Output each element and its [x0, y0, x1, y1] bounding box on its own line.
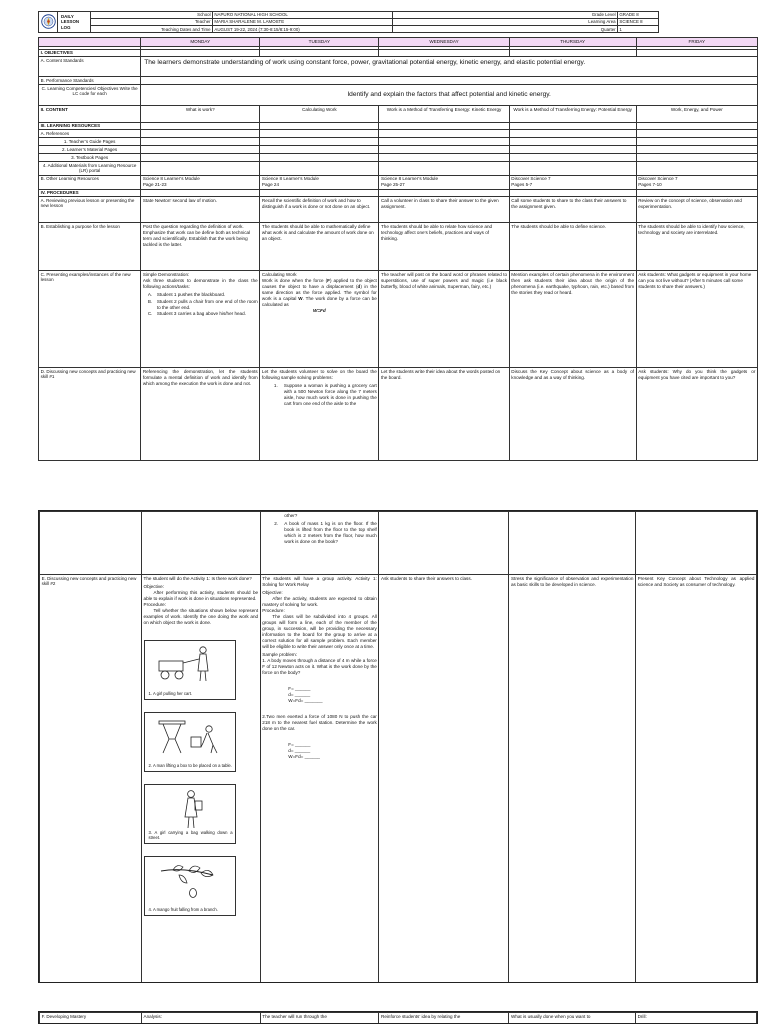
picture-caption: 3. A girl carrying a bag walking down a street. [148, 830, 233, 841]
proc-b-monday: Post the question regarding the definition of work. Emphasize that work can be define both as technical term and scientifically. Establish that the work being tackled is the latter. [141, 223, 260, 271]
proc-c-label: C. Presenting examples/instances of the new lesson [39, 271, 141, 368]
sample-problem-2: 2.Two men exerted a force of 1080 N to push the car 218 m to the nearest fuel station. Determine the work done on the car. [262, 714, 377, 732]
area-label: Learning Area [393, 19, 618, 26]
day-header-blank [39, 38, 141, 47]
dll-page-3 [38, 1011, 758, 1024]
picture-girl-cart [144, 640, 236, 700]
proc-a-friday: Review on the concept of science, observation and experimentation. [636, 197, 757, 223]
resource-thursday [509, 175, 636, 190]
teacher-value: MARIA SHARALENE M. LAMOSTE [213, 19, 393, 26]
proc-f-thursday: What is usually done when you want to [509, 1013, 636, 1024]
demo-title: Simple Demonstration: [142, 272, 190, 278]
resource-wednesday [379, 175, 509, 190]
quarter-label: Quarter [393, 26, 618, 33]
header-spacer [659, 19, 759, 26]
demo-item-letter: A. [147, 292, 153, 298]
proc-d-tuesday-cont [260, 512, 379, 575]
proc-c-wednesday: The teacher will post on the board word or phrases related to superstitions, use of super powers and magic (i.e black butterfly, blood of white animals, Superman, fairy, etc.) [379, 271, 509, 368]
dates-label: Teaching Dates and Time [91, 26, 213, 33]
demo-item [147, 298, 258, 311]
proc-f-monday: Analysis: [141, 1013, 260, 1024]
deped-seal-logo [39, 12, 58, 33]
resource-title: Science 8 Learner’s Module [142, 176, 200, 182]
proc-c-thursday: Mention examples of certain phenomena in the environment then ask students their idea about the origin of the phenomena (i.e. earthquake, typhoon, rain, etc.) based from the stories they read or heard. [509, 271, 636, 368]
content-monday: What is work? [141, 105, 260, 122]
proc-d-wednesday: Let the students write their idea about the words posted on the board. [379, 368, 509, 461]
area-value: SCIENCE 8 [618, 19, 659, 26]
dates-value: AUGUST 19-22, 2024 (7:30-8:15/8:15-9:00) [213, 26, 393, 33]
proc-b-friday: The students should be able to identify how science, technology and society are interrelated. [636, 223, 757, 271]
resource-pages: Page 24 [261, 182, 280, 188]
dll-page-1 [38, 11, 758, 488]
problem-list [262, 383, 377, 407]
blank-force: F= ______ [288, 742, 311, 748]
work-symbol: W [298, 295, 303, 301]
seal-icon [41, 14, 56, 29]
problem-number: 1. [273, 383, 278, 389]
content-tuesday: Calculating Work [260, 105, 379, 122]
performance-standards-label: B. Performance Standards [39, 76, 141, 84]
demo-list [143, 292, 258, 317]
grade-value: GRADE 8 [618, 12, 659, 19]
teacher-label: Teacher [91, 19, 213, 26]
proc-d-monday: Referencing the demonstration, let the students formulate a mental definition of work and identify from which among the execution the work is done and not. [141, 368, 260, 461]
proc-b-thursday: The students should be able to define science. [509, 223, 636, 271]
dll-title [58, 12, 91, 33]
proc-a-label: A. Reviewing previous lesson or presenting the new lesson [39, 197, 141, 223]
calc-text: . The work done by a force can be calculated as [261, 295, 377, 307]
resource-pages: Page 21-23 [142, 182, 167, 188]
resource-title: Science 8 Learner’s Module [380, 176, 439, 182]
content-thursday: Work is a Method of Transferring Energy: Potential Energy [509, 105, 636, 122]
proc-b-wednesday: The students should be able to relate how science and technology affect one’s beliefs, practices and ways of thinking. [379, 223, 509, 271]
sample-problem-label: Sample problem: [262, 652, 298, 658]
textbook-pages-label: 3. Textbook Pages [39, 154, 141, 162]
grade-label: Grade Level [393, 12, 618, 19]
resource-title: Discover Science 7 [511, 176, 551, 182]
proc-d-friday: Ask students: Why do you think the gadgets or equipment you have cited are important to you? [636, 368, 757, 461]
objective-text: After performing this activity, students should be able to explain if work is done in situations represented. [143, 590, 259, 602]
resource-monday [141, 175, 260, 190]
tg-pages-label: 1. Teacher’s Guide Pages [39, 138, 141, 146]
proc-b-label: B. Establishing a purpose for the lesson [39, 223, 141, 271]
cont-label-blank [40, 512, 142, 575]
other-resources-label: B. Other Learning Resources [39, 175, 141, 190]
proc-d-tuesday [260, 368, 379, 461]
proc-c-friday: Ask students: What gadgets or equipment in your home can you not live without? (After 5 minutes call some students to share their answers.) [636, 271, 757, 368]
objective-label: Objective: [143, 584, 164, 590]
proc-a-tuesday: Recall the scientific definition of work and how to distinguish if a work is done or not done on an object. [260, 197, 379, 223]
demo-item-letter: C. [147, 311, 153, 317]
demo-item [147, 292, 258, 298]
dll-page-3-table [39, 1012, 757, 1024]
picture-girl-bag [144, 784, 236, 844]
procedure-text: Tell whether the situations shown below represent examples of work. Identify the one doing the work and on which object the work is done. [143, 608, 259, 626]
problem-list-cont [262, 521, 377, 545]
blank-work: W=Fd= _______ [288, 698, 323, 704]
school-value: NAPURO NATIONAL HIGH SCHOOL [213, 12, 393, 19]
header-table [38, 11, 758, 33]
resource-pages: Page 25-27 [380, 182, 405, 188]
proc-a-wednesday: Call a volunteer in class to share their answer to the given assignment. [379, 197, 509, 223]
day-header-friday: FRIDAY [636, 38, 757, 47]
problem-intro: Let the students volunteer to solve on the board the following sample solving problems: [261, 369, 377, 381]
content-standards-text: The learners demonstrate understanding of work using constant force, power, gravitational potential energy, kinetic energy, and elastic potential energy. [141, 56, 758, 76]
proc-e-wednesday: Ask students to share their answers to class. [379, 575, 509, 984]
proc-f-wednesday: Reinforce students’ idea by relating the [379, 1013, 509, 1024]
calc-text: ) applied to the object causes the object to have a displacement ( [261, 278, 377, 289]
cont-wednesday-blank [379, 512, 509, 575]
procedure-label: Procedure: [143, 602, 167, 608]
proc-a-thursday: Call some students to share to the class their answers to the assignment given. [509, 197, 636, 223]
day-header-row [39, 38, 758, 47]
demo-item-text: Student 2 pulls a chair from one end of the room to the other end. [156, 298, 258, 310]
problem-item [274, 521, 377, 545]
problem-item [273, 383, 377, 407]
day-header-monday: MONDAY [141, 38, 260, 47]
section-objectives: I. OBJECTIVES [39, 49, 141, 56]
proc-d-label: D. Discussing new concepts and practicing new skill #1 [39, 368, 141, 461]
demo-item-text: Student 3 carries a bag above his/her head. [156, 311, 246, 317]
problem-number: 2. [274, 521, 279, 527]
objective-text: After the activity, students are expected to obtain mastery of solving for work. [262, 596, 377, 608]
proc-e-friday: Present Key Concept about Technology as applied science and Society as consumer of technology. [635, 575, 756, 984]
picture-man-box [144, 712, 236, 772]
proc-b-tuesday: The students should be able to mathematically define what work is and calculate the amount of work done on an object. [260, 223, 379, 271]
cont-monday-blank [141, 512, 260, 575]
section-procedures: IV. PROCEDURES [39, 190, 141, 197]
resource-tuesday [260, 175, 379, 190]
answer-blanks-2 [262, 742, 377, 760]
answer-blanks-1 [262, 686, 377, 704]
dll-continuation-table [39, 511, 757, 983]
calc-text: ) in the same direction as the force applied. The symbol for work is a capital [261, 283, 377, 301]
content-label: II. CONTENT [39, 105, 141, 122]
proc-a-monday: State Newton’ second law of motion. [141, 197, 260, 223]
proc-c-tuesday [260, 271, 379, 368]
procedure-text: The class will be subdivided into 4 groups. All groups will form a line, each of the member of the group, in succession, will be providing the necessary information to the board for the group to arrive at a correct solution for all sample problem. Each member will be eligible to write their answer only once at a time. [262, 614, 377, 649]
day-header-wednesday: WEDNESDAY [379, 38, 509, 47]
proc-e-tuesday [260, 575, 379, 984]
dll-title-line: LOG [61, 24, 71, 30]
problem-text-end: other? [284, 512, 298, 518]
header-spacer [659, 26, 759, 33]
objective-label: Objective: [262, 590, 283, 596]
dll-page-2 [38, 510, 758, 983]
demo-item [147, 311, 258, 317]
dll-main-table [38, 37, 758, 461]
resource-title: Discover Science 7 [638, 176, 678, 182]
mango-falling-icon [153, 861, 229, 903]
proc-f-tuesday: The teacher will run through the [260, 1013, 379, 1024]
problem-text: Suppose a woman is pushing a grocery cart with a 500 Newton force along the 7 meters aisle, how much work is done in pushing the cart from one end of the aisle to the [283, 383, 377, 407]
resource-pages: Pages 5-7 [511, 182, 533, 188]
procedure-label: Procedure: [262, 608, 285, 614]
resource-pages: Pages 7-10 [638, 182, 662, 188]
proc-f-label: F. Developing Mastery [40, 1013, 142, 1024]
lm-pages-label: 2. Learner’s Material Pages [39, 146, 141, 154]
calc-text: Work is done when the force ( [261, 278, 328, 284]
content-wednesday: Work is a Method of Transferring Energy: Kinetic Energy [379, 105, 509, 122]
work-formula: W=Fd [313, 307, 326, 313]
references-label: A. References [39, 130, 141, 138]
blank-distance: d= ______ [288, 748, 311, 754]
dll-title-line: LESSON [61, 19, 80, 25]
day-header-thursday: THURSDAY [509, 38, 636, 47]
day-header-tuesday: TUESDAY [260, 38, 379, 47]
performance-standards-text [141, 76, 758, 84]
demo-item-text: Student 1 pushes the blackboard. [156, 292, 226, 298]
picture-caption: 2. A man lifting a box to be placed on a table. [148, 763, 232, 769]
resource-friday [636, 175, 757, 190]
picture-caption: 1. A girl pulling her cart. [148, 691, 193, 697]
man-lifting-box-icon [153, 717, 229, 759]
force-symbol: F [327, 278, 330, 284]
blank-work: W=Fd= ______ [288, 754, 320, 760]
proc-d-thursday: Discuss the Key Concept about science as a body of knowledge and as a way of thinking. [509, 368, 636, 461]
competencies-label: C. Learning Competencies/ Objectives Write the LC code for each [39, 84, 141, 105]
quarter-value: 1 [618, 26, 659, 33]
girl-carrying-bag-icon [153, 789, 229, 831]
proc-c-monday [141, 271, 260, 368]
proc-e-thursday: Stress the significance of observation and experimentation as basic skills to be developed in science. [509, 575, 636, 984]
activity-intro: The student will do the Activity 1: Is there work done? [143, 575, 252, 581]
cont-thursday-blank [509, 512, 636, 575]
problem-text: A book of mass 1 kg is on the floor. If the book is lifted from the floor to the top shelf which is 2 meters from the floor, how much work is done on the book? [284, 521, 377, 545]
proc-f-friday: Drill: [635, 1013, 756, 1024]
picture-caption: 4. A mango fruit falling from a branch. [148, 907, 218, 913]
cont-friday-blank [635, 512, 756, 575]
school-label: School [91, 12, 213, 19]
relay-intro: The students will have a group activity. Activity 1: Solving for Work Relay [262, 575, 377, 587]
girl-pulling-cart-icon [153, 645, 229, 687]
resource-title: Science 8 Learner’s Module [261, 176, 319, 182]
sample-problem-1: 1. A body moves through a distance of 4 m while a force F of 12 Newton acts on it. What is the work done by the force on the body? [262, 658, 377, 676]
demo-item-letter: B. [147, 298, 153, 304]
blank-distance: d= ______ [288, 692, 311, 698]
header-spacer [659, 12, 759, 19]
content-friday: Work, Energy, and Power [636, 105, 757, 122]
section-resources: III. LEARNING RESOURCES [39, 122, 141, 129]
calc-work-text [262, 278, 377, 308]
calc-work-title: Calculating Work [261, 272, 297, 278]
lr-portal-label: 4. Additional Materials from Learning Resource (LR) portal [39, 162, 141, 175]
competencies-text: Identify and explain the factors that affect potential and kinetic energy. [141, 84, 758, 105]
picture-mango [144, 856, 236, 916]
proc-e-label: E. Discussing new concepts and practicing new skill #2 [40, 575, 142, 984]
proc-e-monday [141, 575, 260, 984]
content-standards-label: A. Content Standards [39, 56, 141, 76]
dll-title-line: DAILY [61, 14, 74, 20]
demo-intro: Ask three students to demonstrate in the class the following actions/tasks: [142, 278, 258, 289]
displacement-symbol: d [357, 283, 361, 289]
blank-force: F= ______ [288, 686, 311, 692]
